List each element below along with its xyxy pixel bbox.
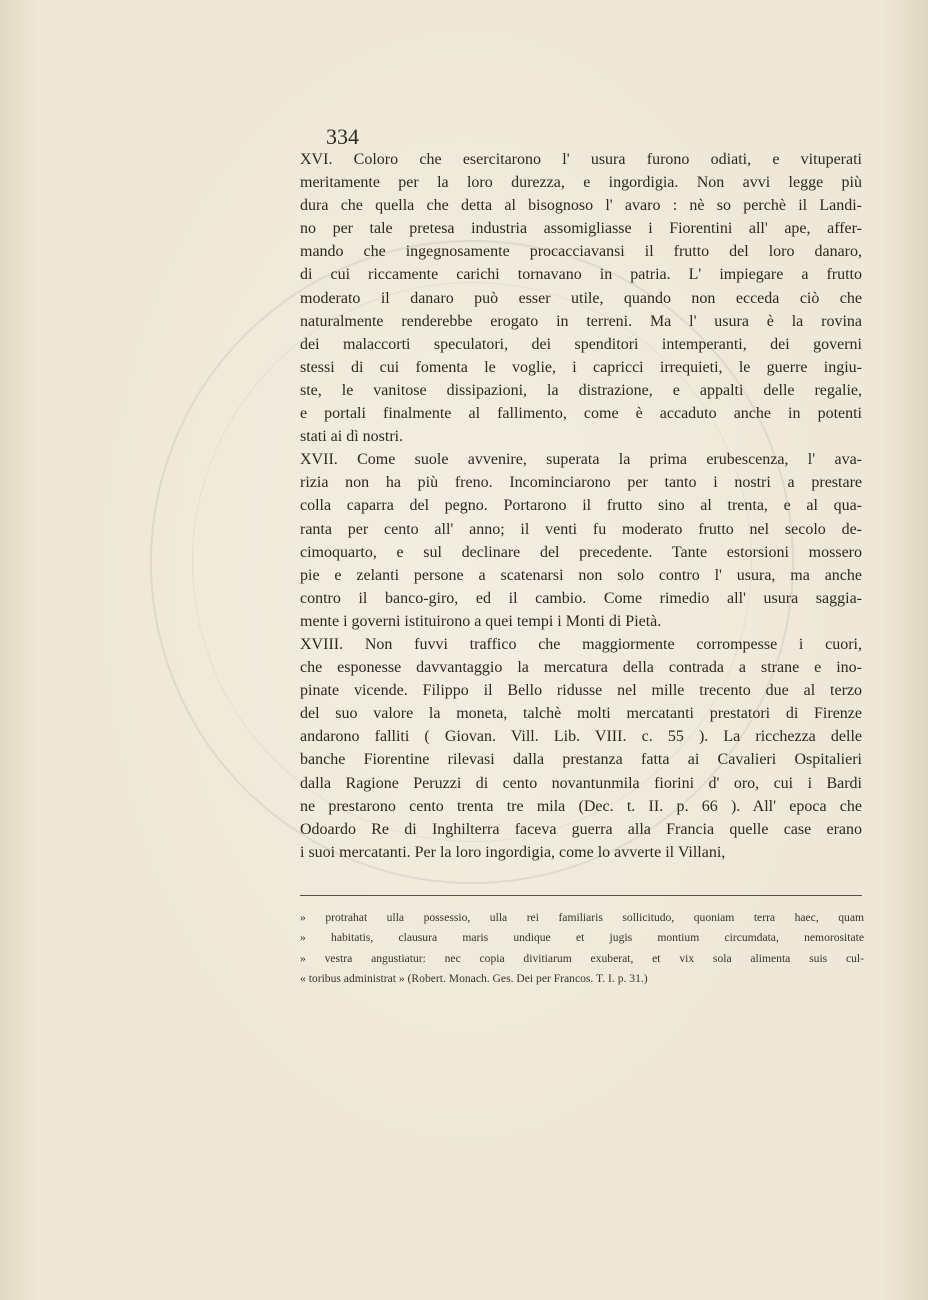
text-line: i suoi mercatanti. Per la loro ingordigia, come lo avverte il Villani,	[300, 843, 726, 861]
footnote-line: « toribus administrat » (Robert. Monach. Ges. Dei per Francos. T. I. p. 31.)	[300, 972, 648, 986]
text-line: mente i governi istituirono a quei tempi i Monti di Pietà.	[300, 612, 662, 630]
text-line: mando che ingegnosamente procacciavansi il frutto del loro danaro,	[300, 243, 862, 261]
text-line: cimoquarto, e sul declinare del precedente. Tante estorsioni mossero	[300, 543, 862, 561]
text-line: meritamente per la loro durezza, e ingordigia. Non avvi legge più	[300, 174, 862, 192]
page-number: 334	[326, 124, 359, 149]
text-line: dei malaccorti speculatori, dei spenditori intemperanti, dei governi	[300, 335, 862, 353]
text-line: andarono falliti ( Giovan. Vill. Lib. VIII. c. 55 ). La ricchezza delle	[300, 728, 862, 746]
text-line: che esponesse davvantaggio la mercatura della contrada a strane e ino-	[300, 659, 862, 677]
text-line: moderato il danaro può esser utile, quando non ecceda ciò che	[300, 289, 862, 307]
text-line: Odoardo Re di Inghilterra faceva guerra alla Francia quelle case erano	[300, 820, 862, 838]
text-line: XVI. Coloro che esercitarono l' usura furono odiati, e vituperati	[300, 151, 862, 168]
text-line: e portali finalmente al fallimento, come è accaduto anche in potenti	[300, 405, 862, 423]
text-line: dalla Ragione Peruzzi di cento novantunmila fiorini d' oro, cui i Bardi	[300, 774, 862, 792]
text-line: stessi di cui fomenta le voglie, i capricci irrequieti, le guerre ingiu-	[300, 358, 862, 376]
footnote-line: » vestra angustiatur: nec copia divitiarum exuberat, et vix sola alimenta suis cul-	[300, 951, 864, 965]
text-line: banche Fiorentine rilevasi dalla prestanza fatta ai Cavalieri Ospitalieri	[300, 751, 862, 769]
text-line: rizia non ha più freno. Incominciarono per tanto i nostri a prestare	[300, 474, 862, 492]
footnote-block	[300, 908, 864, 990]
text-line: naturalmente renderebbe erogato in terreni. Ma l' usura è la rovina	[300, 312, 862, 330]
text-line: pie e zelanti persone a scatenarsi non solo contro l' usura, ma anche	[300, 566, 862, 584]
text-line: contro il banco-giro, ed il cambio. Come rimedio all' usura saggia-	[300, 589, 862, 607]
text-line: ne prestarono cento trenta tre mila (Dec. t. II. p. 66 ). All' epoca che	[300, 797, 862, 815]
text-line: ranta per cento all' anno; il venti fu moderato frutto nel secolo de-	[300, 520, 862, 538]
text-line: di cui riccamente carichi tornavano in patria. L' impiegare a frutto	[300, 266, 862, 284]
text-line: no per tale pretesa industria assomigliasse i Fiorentini all' ape, affer-	[300, 220, 862, 238]
text-line: XVII. Come suole avvenire, superata la prima erubescenza, l' ava-	[300, 451, 862, 469]
footnote-line: » protrahat ulla possessio, ulla rei familiaris sollicitudo, quoniam terra haec, quam	[300, 911, 864, 924]
footnote-rule	[300, 895, 862, 896]
text-line: dura che quella che detta al bisognoso l' avaro : nè so perchè il Landi-	[300, 197, 862, 215]
paragraph-container	[300, 148, 862, 864]
text-line: ste, le vanitose dissipazioni, la distrazione, e appalti delle regalie,	[300, 381, 862, 399]
text-line: pinate vicende. Filippo il Bello ridusse nel mille trecento due al terzo	[300, 682, 862, 700]
text-line: stati ai dì nostri.	[300, 428, 404, 446]
text-line: colla caparra del pegno. Portarono il frutto sino al trenta, e al qua-	[300, 497, 862, 515]
text-line: XVIII. Non fuvvi traffico che maggiormente corrompesse i cuori,	[300, 635, 862, 653]
text-line: del suo valore la moneta, talchè molti mercatanti prestatori di Firenze	[300, 705, 862, 723]
main-text	[300, 148, 862, 864]
footnote-lines	[300, 908, 864, 990]
footnote-line: » habitatis, clausura maris undique et jugis montium circumdata, nemorositate	[300, 931, 864, 945]
